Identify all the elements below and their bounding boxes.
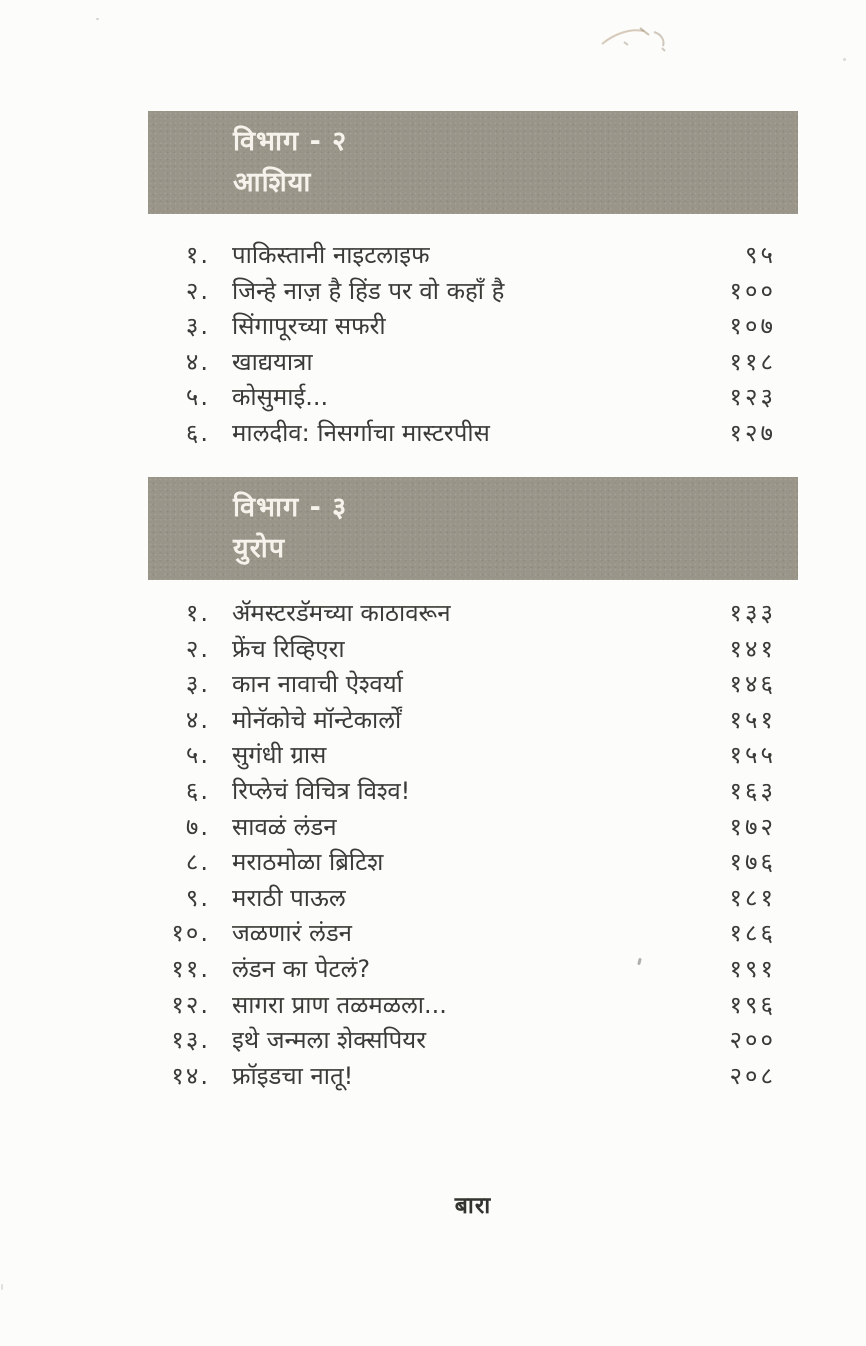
section-number-heading: विभाग - २ [233,126,348,157]
toc-item-number: १. [185,241,210,269]
toc-item-number: २. [185,276,210,305]
toc-row [148,810,798,846]
toc-item-number: १. [185,599,210,627]
section-header-asia [148,111,798,214]
toc-item-page: २०० [729,1026,776,1055]
toc-item-page: १९१ [729,954,776,983]
toc-item-title: सावळं लंडन [232,812,337,841]
toc-row [148,1023,798,1059]
toc-item-page: १९६ [729,990,776,1019]
toc-item-page: १७६ [729,848,776,877]
toc-item-number: ६. [185,418,210,447]
toc-row [148,1059,798,1095]
pencil-smudge [596,18,686,60]
toc-item-page: १२३ [729,383,776,412]
toc-item-page: १६३ [729,776,776,805]
toc-item-page: १८१ [729,883,776,912]
toc-row [148,380,798,416]
scan-speck [96,18,99,20]
toc-item-title: फ्रेंच रिव्हिएरा [232,634,345,663]
toc-row [148,774,798,810]
toc-item-number: २. [185,634,210,663]
toc-item-title: ॲमस्टरडॅमच्या काठावरून [232,599,451,627]
toc-row [148,845,798,881]
section-header-europe [148,477,798,580]
toc-item-number: १२. [171,990,210,1019]
toc-item-page: ९५ [745,241,776,269]
toc-item-title: सागरा प्राण तळमळला... [232,990,447,1019]
toc-item-title: लंडन का पेटलं? [232,954,371,983]
toc-item-title: सुगंधी ग्रास [232,741,327,770]
toc-item-number: ४. [185,347,210,376]
page-number-footer: बारा [454,1193,492,1219]
toc-item-page: १२७ [729,418,776,447]
toc-list-asia [148,238,798,452]
toc-item-title: कान नावाची ऐश्वर्या [232,670,403,699]
toc-item-number: १०. [171,919,210,948]
toc-row [148,952,798,988]
toc-item-title: कोसुमाई... [232,383,329,412]
toc-row [148,703,798,739]
toc-item-title: मराठमोळा ब्रिटिश [232,848,384,877]
toc-item-number: ६. [185,776,210,805]
toc-row [148,416,798,452]
toc-item-page: १०० [729,276,776,305]
toc-item-page: १४१ [729,634,776,663]
section-title: आशिया [233,167,312,198]
toc-item-title: रिप्लेचं विचित्र विश्व! [232,776,411,805]
toc-row [148,916,798,952]
toc-item-title: मोनॅकोचे मॉन्टेकार्लों [232,705,402,734]
scan-speck [1,1284,3,1290]
toc-row [148,596,798,632]
toc-item-number: ८. [185,848,210,877]
toc-item-title: सिंगापूरच्या सफरी [232,312,386,341]
toc-item-number: ५. [185,383,210,412]
toc-item-number: ७. [185,812,210,841]
toc-item-page: १५५ [729,741,776,770]
toc-row [148,988,798,1024]
toc-item-page: १५१ [729,705,776,734]
toc-item-page: १०७ [729,312,776,341]
toc-list-europe [148,596,798,1094]
toc-item-number: ११. [171,954,210,983]
toc-item-title: फ्रॉइडचा नातू! [232,1061,354,1090]
toc-item-page: १८६ [729,919,776,948]
toc-row [148,738,798,774]
toc-item-page: १४६ [729,670,776,699]
toc-item-title: जळणारं लंडन [232,919,352,948]
toc-item-page: १३३ [729,599,776,627]
toc-item-title: खाद्ययात्रा [232,347,313,376]
toc-item-number: ३. [185,312,210,341]
section-title: युरोप [233,533,286,564]
toc-row [148,667,798,703]
toc-item-number: १४. [171,1061,210,1090]
toc-item-number: ९. [185,883,210,912]
toc-item-number: ४. [185,705,210,734]
toc-row [148,345,798,381]
toc-item-title: इथे जन्मला शेक्सपियर [232,1026,427,1055]
toc-item-title: जिन्हे नाज़ है हिंड पर वो कहाँ है [232,276,505,305]
toc-item-number: ३. [185,670,210,699]
toc-row [148,274,798,310]
toc-row [148,881,798,917]
toc-item-page: २०८ [729,1061,776,1090]
toc-item-number: ५. [185,741,210,770]
toc-item-title: पाकिस्तानी नाइटलाइफ [232,241,430,269]
section-number-heading: विभाग - ३ [233,492,348,523]
toc-item-title: मालदीव: निसर्गाचा मास्टरपीस [232,418,490,447]
toc-row [148,238,798,274]
toc-row [148,632,798,668]
toc-item-number: १३. [171,1026,210,1055]
toc-item-title: मराठी पाऊल [232,883,346,912]
toc-item-page: ११८ [729,347,776,376]
toc-row [148,309,798,345]
toc-item-page: १७२ [729,812,776,841]
scan-speck [843,58,846,61]
